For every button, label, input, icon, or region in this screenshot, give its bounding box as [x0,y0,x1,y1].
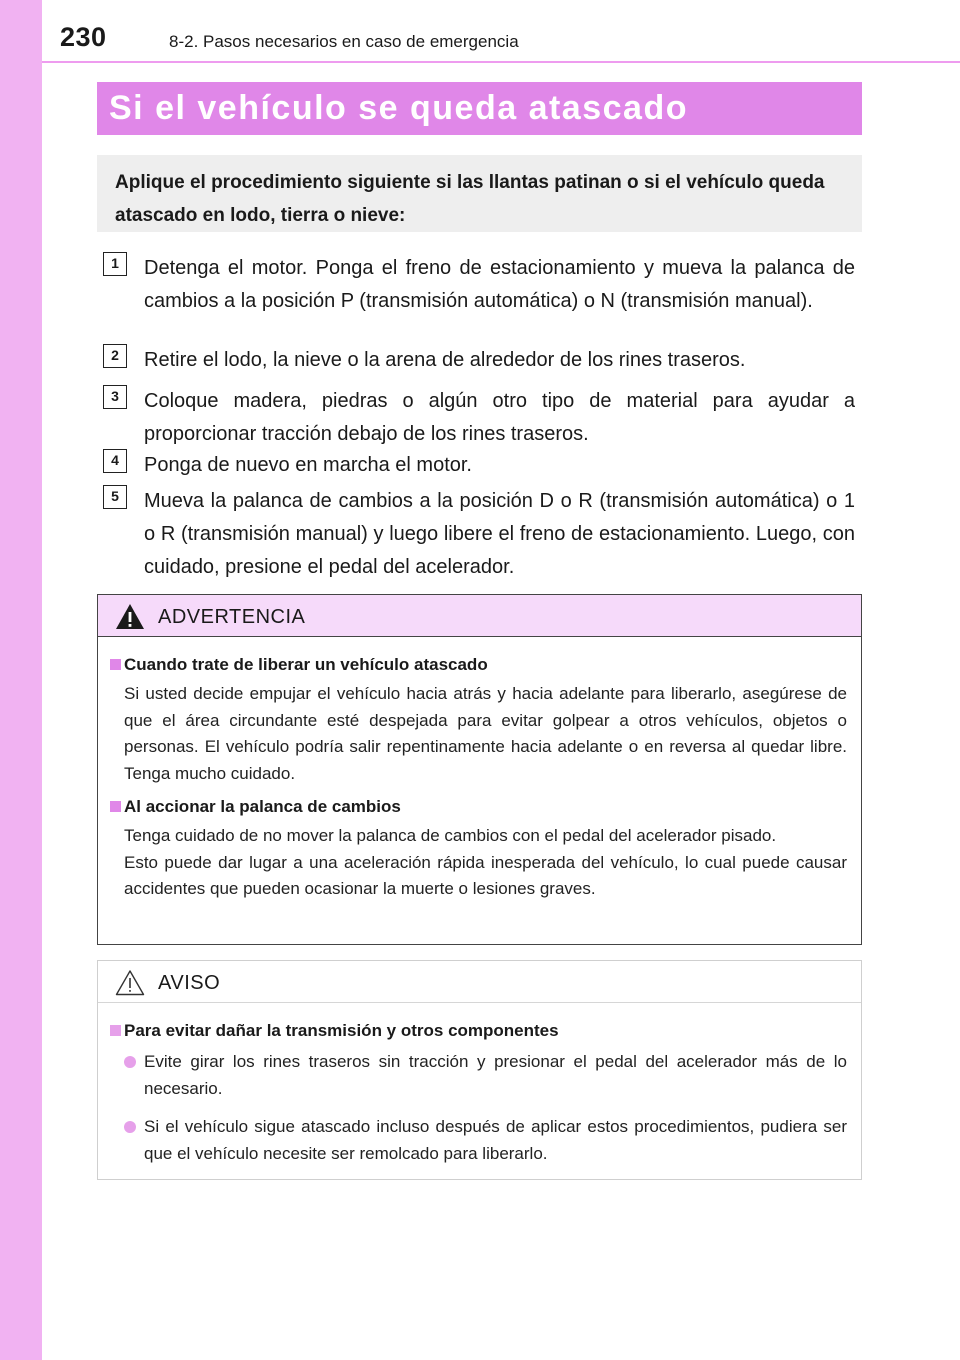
step-4 [103,449,855,482]
header-divider [42,61,960,63]
caution-triangle-icon [115,969,145,996]
step-text: Coloque madera, piedras o algún otro tipo de material para ayudar a proporcionar tracción debajo de los rines traseros. [144,390,855,445]
intro-box [97,155,862,232]
step-3 [103,385,855,451]
step-text: Retire el lodo, la nieve o la arena de alrededor de los rines traseros. [144,349,746,371]
circle-bullet-icon [124,1121,136,1133]
step-number: 5 [103,485,127,509]
warning-paragraph: Si usted decide empujar el vehículo hacia atrás y hacia adelante para liberarlo, asegúrese de que el área circundante esté despejada para evitar golpear a otros vehículos, objetos o personas. El vehículo podría salir repentinamente hacia adelante o en reversa al quedar libre. Tenga mucho cuidado. [124,684,847,783]
notice-subheading-text: Para evitar dañar la transmisión y otros componentes [124,1021,559,1040]
warning-body [98,637,861,903]
step-number: 1 [103,252,127,276]
notice-bullet-text: Si el vehículo sigue atascado incluso después de aplicar estos procedimientos, pudiera ser que el vehículo necesite ser remolcado para liberarlo. [144,1117,847,1163]
step-number: 4 [103,449,127,473]
notice-body [98,1003,861,1167]
square-bullet-icon [110,659,121,670]
warning-label: ADVERTENCIA [158,606,306,628]
square-bullet-icon [110,801,121,812]
warning-subheading-text: Cuando trate de liberar un vehículo atascado [124,655,488,674]
warning-triangle-icon [115,603,145,630]
step-text: Mueva la palanca de cambios a la posición D o R (transmisión automática) o 1 o R (transmisión manual) y luego libere el freno de estacionamiento. Luego, con cuidado, presione el pedal del acelerador. [144,490,855,578]
step-2 [103,344,855,377]
side-band [0,0,42,1360]
notice-bullet [108,1114,847,1167]
step-1 [103,252,855,318]
square-bullet-icon [110,1025,121,1036]
page-title: Si el vehículo se queda atascado [97,82,862,135]
notice-subheading [108,1019,847,1043]
step-5 [103,485,855,584]
intro-text: Aplique el procedimiento siguiente si las llantas patinan o si el vehículo queda atascado en lodo, tierra o nieve: [115,172,825,226]
notice-label: AVISO [158,972,221,994]
warning-header [98,595,861,637]
warning-subheading [108,653,847,677]
section-heading: 8-2. Pasos necesarios en caso de emergencia [169,32,519,51]
notice-header [98,961,861,1003]
warning-paragraph: Esto puede dar lugar a una aceleración rápida inesperada del vehículo, lo cual puede causar accidentes que pueden ocasionar la muerte o lesiones graves. [124,852,847,898]
step-number: 2 [103,344,127,368]
notice-bullet-text: Evite girar los rines traseros sin tracción y presionar el pedal del acelerador más de lo necesario. [144,1052,847,1098]
warning-subheading [108,795,847,819]
page-number: 230 [60,22,107,52]
warning-paragraph: Tenga cuidado de no mover la palanca de cambios con el pedal del acelerador pisado. [124,826,777,845]
step-text: Detenga el motor. Ponga el freno de estacionamiento y mueva la palanca de cambios a la posición P (transmisión automática) o N (transmisión manual). [144,257,855,312]
notice-bullet [108,1049,847,1102]
step-number: 3 [103,385,127,409]
step-text: Ponga de nuevo en marcha el motor. [144,454,472,476]
notice-box [97,960,862,1180]
warning-box [97,594,862,945]
warning-subheading-text: Al accionar la palanca de cambios [124,797,401,816]
circle-bullet-icon [124,1056,136,1068]
